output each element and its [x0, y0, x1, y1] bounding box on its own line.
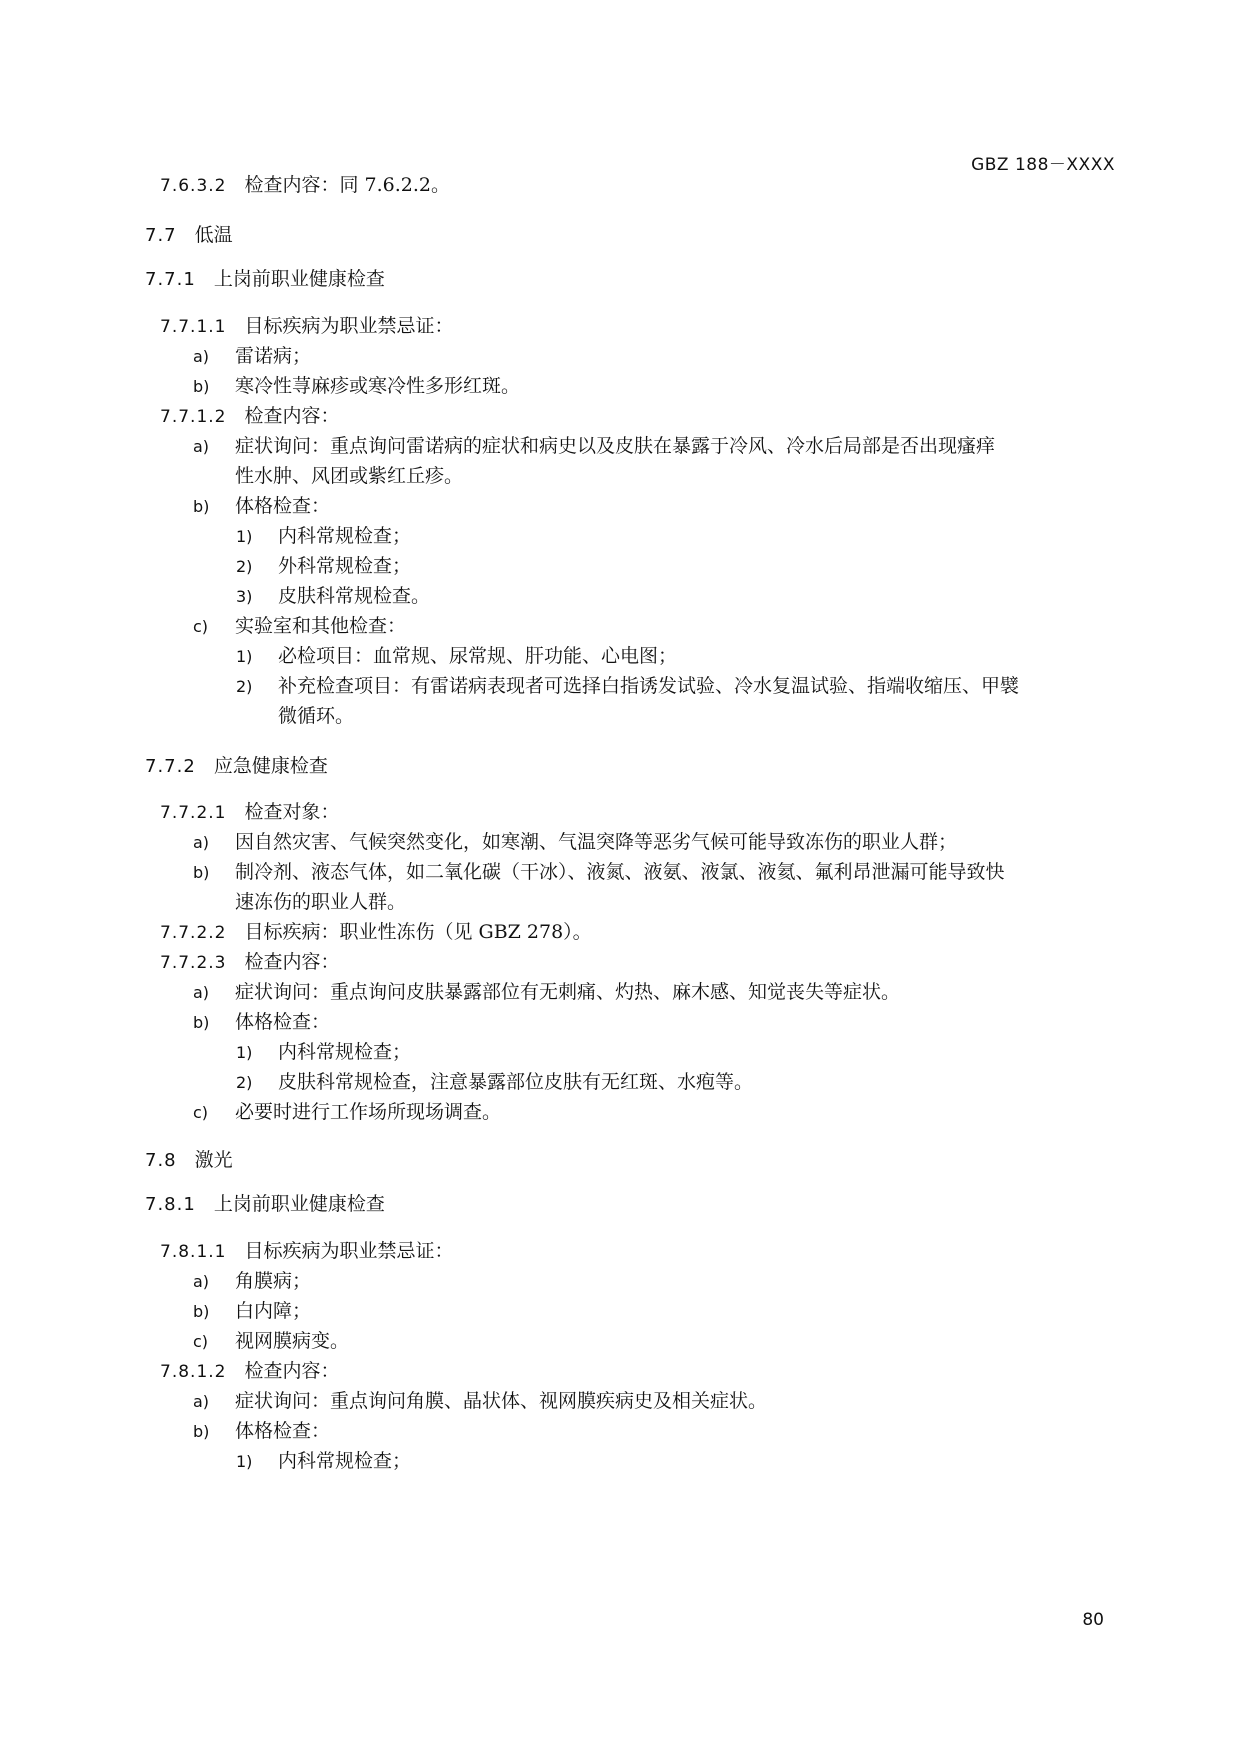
- clause-line: [160, 1359, 340, 1384]
- line-text: 必检项目：血常规、尿常规、肝功能、心电图；: [278, 645, 678, 667]
- list-item: [236, 554, 411, 579]
- list-marker: b): [193, 1422, 210, 1441]
- clause-number: 7.6.3.2: [160, 176, 227, 196]
- line-text: 应急健康检查: [213, 755, 328, 777]
- list-item: [236, 1449, 411, 1474]
- line-text: 制冷剂、液态气体，如二氧化碳（干冰）、液氮、液氨、液氯、液氦、氟利昂泄漏可能导致快: [235, 861, 1005, 883]
- clause-number: 7.8.1: [145, 1194, 196, 1215]
- list-item: [236, 674, 1019, 699]
- line-text: 寒冷性荨麻疹或寒冷性多形红斑。: [235, 375, 521, 397]
- line-text: 目标疾病为职业禁忌证：: [244, 1240, 454, 1262]
- list-item: [193, 1329, 349, 1354]
- line-text: 症状询问：重点询问皮肤暴露部位有无刺痛、灼热、麻木感、知觉丧失等症状。: [235, 981, 901, 1003]
- list-marker: a): [193, 347, 210, 366]
- clause-number: 7.8.1.1: [160, 1242, 227, 1262]
- clause-number: 7.7.1.1: [160, 317, 227, 337]
- list-item: [193, 494, 330, 519]
- clause-line: [160, 1239, 454, 1264]
- list-item: [193, 344, 311, 369]
- list-item: [236, 584, 430, 609]
- line-text: 外科常规检查；: [278, 555, 412, 577]
- list-marker: c): [193, 617, 209, 636]
- list-marker: b): [193, 497, 210, 516]
- line-text: 激光: [194, 1149, 233, 1171]
- line-text: 体格检查：: [235, 1011, 331, 1033]
- list-item: [193, 1419, 330, 1444]
- line-text: 内科常规检查；: [278, 1041, 412, 1063]
- clause-number: 7.7.1.2: [160, 407, 227, 427]
- line-text: 微循环。: [278, 705, 355, 727]
- line-text: 检查对象：: [244, 801, 340, 823]
- line-text: 目标疾病：职业性冻伤（见 GBZ 278）。: [244, 921, 592, 943]
- section-heading: [145, 1148, 233, 1173]
- list-item: [193, 614, 406, 639]
- line-text: 补充检查项目：有雷诺病表现者可选择白指诱发试验、冷水复温试验、指端收缩压、甲襞: [278, 675, 1020, 697]
- clause-line: [160, 800, 340, 825]
- clause-line: [160, 950, 340, 975]
- section-heading: [145, 267, 385, 292]
- list-marker: a): [193, 833, 210, 852]
- continuation-line: [278, 704, 354, 728]
- line-text: 皮肤科常规检查，注意暴露部位皮肤有无红斑、水疱等。: [278, 1071, 754, 1093]
- list-marker: 1): [236, 1452, 253, 1471]
- line-text: 检查内容：: [244, 405, 340, 427]
- list-marker: 1): [236, 527, 253, 546]
- continuation-line: [235, 464, 463, 488]
- clause-line: [160, 173, 450, 198]
- line-text: 体格检查：: [235, 495, 331, 517]
- line-text: 必要时进行工作场所现场调查。: [235, 1101, 502, 1123]
- list-item: [193, 860, 1005, 885]
- line-text: 白内障；: [235, 1300, 312, 1322]
- continuation-line: [235, 890, 406, 914]
- list-item: [193, 1269, 311, 1294]
- clause-number: 7.7.2.2: [160, 923, 227, 943]
- line-text: 性水肿、风团或紫红丘疹。: [235, 465, 464, 487]
- line-text: 症状询问：重点询问雷诺病的症状和病史以及皮肤在暴露于冷风、冷水后局部是否出现瘙痒: [235, 435, 996, 457]
- list-item: [193, 980, 900, 1005]
- line-text: 上岗前职业健康检查: [213, 268, 385, 290]
- list-item: [193, 374, 520, 399]
- list-marker: a): [193, 1272, 210, 1291]
- line-text: 低温: [194, 224, 233, 246]
- list-marker: a): [193, 983, 210, 1002]
- section-heading: [145, 223, 233, 248]
- line-text: 角膜病；: [235, 1270, 312, 1292]
- clause-line: [160, 404, 340, 429]
- line-text: 检查内容：: [244, 951, 340, 973]
- list-marker: 2): [236, 557, 253, 576]
- line-text: 皮肤科常规检查。: [278, 585, 431, 607]
- list-marker: 1): [236, 647, 253, 666]
- line-text: 因自然灾害、气候突然变化，如寒潮、气温突降等恶劣气候可能导致冻伤的职业人群；: [235, 831, 958, 853]
- line-text: 雷诺病；: [235, 345, 312, 367]
- list-marker: b): [193, 377, 210, 396]
- line-text: 检查内容：同 7.6.2.2。: [244, 174, 450, 196]
- clause-number: 7.7: [145, 225, 177, 246]
- line-text: 症状询问：重点询问角膜、晶状体、视网膜疾病史及相关症状。: [235, 1390, 768, 1412]
- page-number: 80: [1082, 1610, 1104, 1630]
- clause-number: 7.7.2.3: [160, 953, 227, 973]
- clause-number: 7.8.1.2: [160, 1362, 227, 1382]
- list-item: [236, 644, 677, 669]
- line-text: 速冻伤的职业人群。: [235, 891, 407, 913]
- list-marker: 2): [236, 1073, 253, 1092]
- list-marker: b): [193, 863, 210, 882]
- list-item: [193, 434, 995, 459]
- line-text: 检查内容：: [244, 1360, 340, 1382]
- list-item: [193, 1100, 501, 1125]
- list-marker: a): [193, 437, 210, 456]
- list-item: [193, 1299, 311, 1324]
- list-item: [236, 1040, 411, 1065]
- list-marker: 3): [236, 587, 253, 606]
- list-item: [193, 1010, 330, 1035]
- list-marker: b): [193, 1302, 210, 1321]
- line-text: 上岗前职业健康检查: [213, 1193, 385, 1215]
- list-marker: 2): [236, 677, 253, 696]
- document-code: GBZ 188－XXXX: [971, 155, 1115, 175]
- clause-number: 7.7.2: [145, 756, 196, 777]
- list-item: [193, 830, 957, 855]
- line-text: 内科常规检查；: [278, 1450, 412, 1472]
- line-text: 实验室和其他检查：: [235, 615, 407, 637]
- list-item: [236, 524, 411, 549]
- list-marker: c): [193, 1332, 209, 1351]
- section-heading: [145, 1192, 385, 1217]
- line-text: 目标疾病为职业禁忌证：: [244, 315, 454, 337]
- clause-number: 7.7.1: [145, 269, 196, 290]
- line-text: 视网膜病变。: [235, 1330, 350, 1352]
- clause-line: [160, 314, 454, 339]
- list-marker: c): [193, 1103, 209, 1122]
- list-marker: 1): [236, 1043, 253, 1062]
- clause-number: 7.8: [145, 1150, 177, 1171]
- line-text: 内科常规检查；: [278, 525, 412, 547]
- list-item: [193, 1389, 767, 1414]
- clause-line: [160, 920, 592, 945]
- list-marker: a): [193, 1392, 210, 1411]
- clause-number: 7.7.2.1: [160, 803, 227, 823]
- list-marker: b): [193, 1013, 210, 1032]
- line-text: 体格检查：: [235, 1420, 331, 1442]
- list-item: [236, 1070, 753, 1095]
- section-heading: [145, 754, 328, 779]
